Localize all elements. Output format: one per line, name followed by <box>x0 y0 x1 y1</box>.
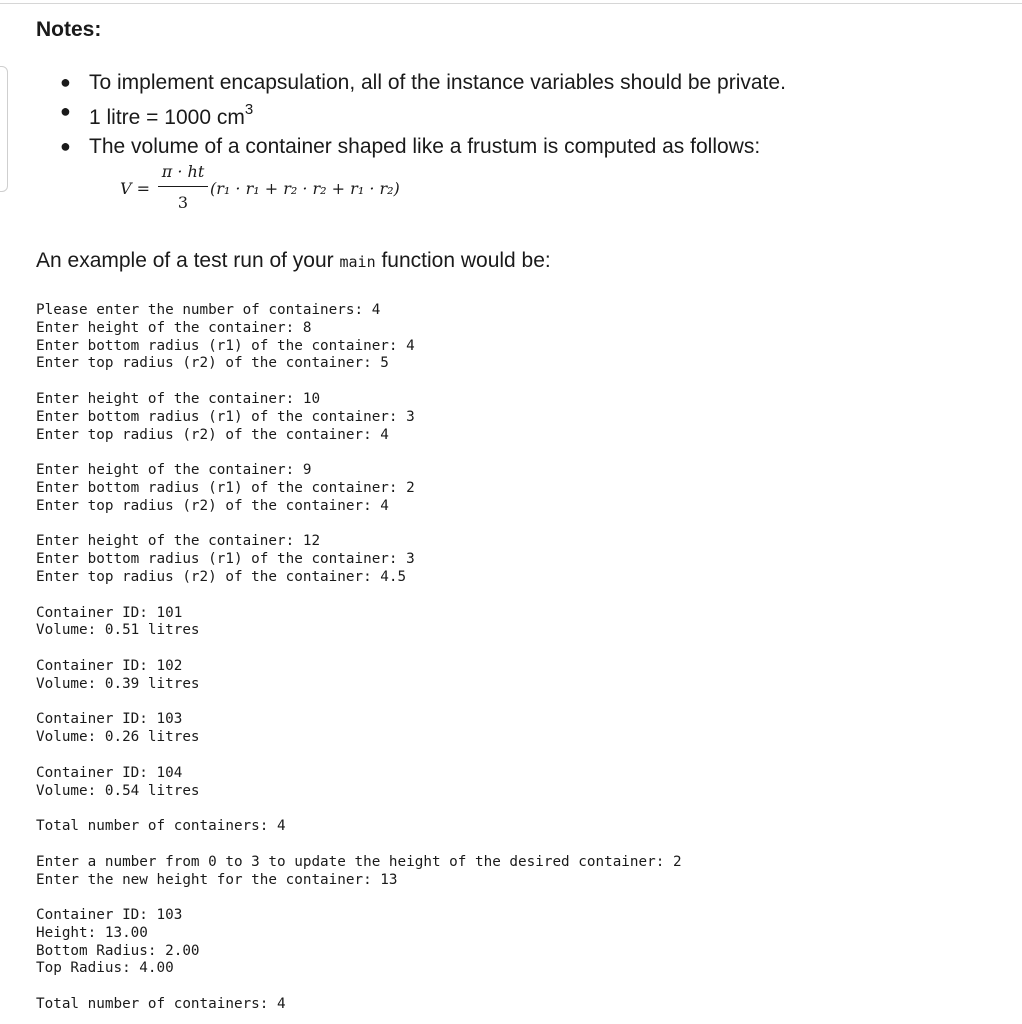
console-output: Please enter the number of containers: 4 Enter height of the container: 8 Enter bottom radius (r1) of the container: 4 Enter top radius (r2) of the container: 5 Enter height of the container: 10 Enter bottom radius (r1) of the container: 3 Enter top radius (r2) of the container: 4 Enter height of the container: 9 Enter bottom radius (r1) of the container: 2 Enter top radius (r2) of the container: 4 Enter height of the container: 12 Enter bottom radius (r1) of the container: 3 Enter top radius (r2) of the container: 4.5 Container ID: 101 Volume: 0.51 litres Container ID: 102 Volume: 0.39 litres Container ID: 103 Volume: 0.26 litres Container ID: 104 Volume: 0.54 litres Total number of containers: 4 Enter a number from 0 to 3 to update the height of the desired container: 2 Enter the new height for the container: 13 Container ID: 103 Height: 13.00 Bottom Radius: 2.00 Top Radius: 4.00 Total number of containers: 4 <box>36 302 682 1013</box>
notes-list <box>54 68 786 161</box>
note-exponent: 3 <box>244 101 254 118</box>
formula-numerator: π · ht <box>161 162 205 181</box>
note-text: The volume of a container shaped like a frustum is computed as follows: <box>89 135 761 158</box>
list-item <box>54 68 786 97</box>
note-text: 1 litre = 1000 cm <box>89 106 245 129</box>
note-text: To implement encapsulation, all of the instance variables should be private. <box>89 71 786 94</box>
notes-heading: Notes: <box>36 18 102 41</box>
bullet-icon: ● <box>60 72 71 92</box>
list-item <box>54 97 786 132</box>
intro-code: main <box>339 253 376 271</box>
intro-text: An example of a test run of your <box>36 249 340 272</box>
bullet-icon: ● <box>60 136 71 156</box>
formula-rhs: (r₁ · r₁ + r₂ · r₂ + r₁ · r₂) <box>210 179 400 198</box>
formula-denominator: 3 <box>177 193 189 212</box>
formula-lhs: V = <box>120 179 151 198</box>
fraction-bar <box>158 186 208 187</box>
intro-text-end: function would be: <box>375 249 551 272</box>
bullet-icon: ● <box>60 101 71 121</box>
example-intro <box>36 249 551 273</box>
list-item <box>54 132 786 161</box>
top-divider <box>0 3 1022 4</box>
side-panel-tab[interactable] <box>0 66 8 192</box>
